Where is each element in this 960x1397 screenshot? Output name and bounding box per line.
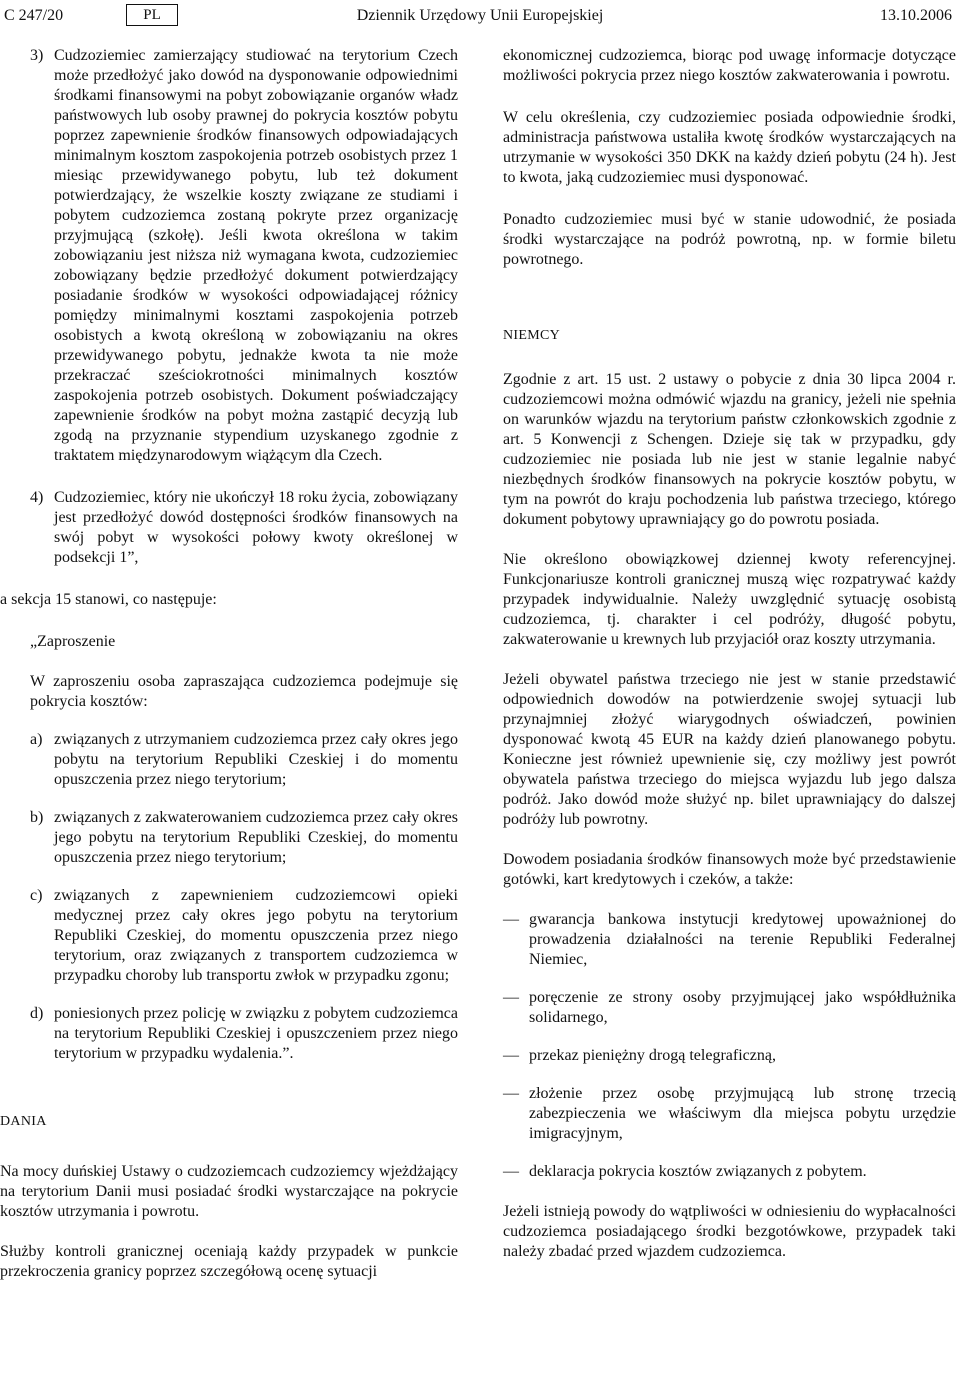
zaproszenie-title: „Zaproszenie	[30, 633, 116, 650]
item-label: a)	[30, 731, 43, 748]
dash-text: przekaz pieniężny drogą telegraficzną,	[529, 1047, 776, 1064]
item-label: 3)	[30, 47, 44, 64]
list-item-a	[30, 730, 458, 790]
dania-paragraph-1: Na mocy duńskiej Ustawy o cudzoziemcach cudzoziemcy wjeżdżający na terytorium Danii musi posiadać środki wystarczające na pokrycie kosztów utrzymania i powrotu.	[0, 1163, 458, 1220]
dash-text: poręczenie ze strony osoby przyjmującej jako współdłużnika solidarnego,	[529, 989, 956, 1026]
dash-item-5	[503, 1162, 956, 1182]
dash-label: —	[503, 1085, 519, 1102]
niemcy-paragraph-2: Nie określono obowiązkowej dziennej kwoty referencyjnej. Funkcjonariusze kontroli granicznej muszą więc rozpatrywać każdy przypadek indywidualnie. Należy uwzględnić sytuację osobistą cudzoziemca, tj. charakter i cel podróży, długość pobytu, zakwaterowanie u krewnych lub przyjaciół oraz koszty utrzymania.	[503, 551, 956, 648]
return-ticket-paragraph: Ponadto cudzoziemiec musi być w stanie udowodnić, że posiada środki wystarczające na podróż powrotną, np. w formie biletu powrotnego.	[503, 211, 956, 268]
item-text: Cudzoziemiec, który nie ukończył 18 roku życia, zobowiązany jest przedłożyć dowód dostępności środków finansowych na swój pobyt w wysokości połowy kwoty określonej w podsekcji 1”,	[54, 489, 458, 566]
dash-item-2	[503, 988, 956, 1028]
list-item-c	[30, 886, 458, 986]
dash-item-1	[503, 910, 956, 970]
journal-title: Dziennik Urzędowy Unii Europejskiej	[356, 7, 604, 24]
section-15-intro: a sekcja 15 stanowi, co następuje:	[0, 591, 217, 608]
niemcy-paragraph-3: Jeżeli obywatel państwa trzeciego nie jest w stanie przedstawić odpowiednich dowodów na potwierdzenie swojej sytuacji lub przynajmniej złożyć wiarygodnych oświadczeń, powinien dysponować kwotą 45 EUR na każdy dzień planowanego pobytu. Konieczne jest również upewnienie się, czy możliwy jest powrót obywatela państwa trzeciego do miejsca wyjazdu lub jego dalsza podróż. Jako dowód może służyć np. bilet uprawniający do dalszej podróży lub powrotny.	[503, 671, 956, 828]
item-label: c)	[30, 887, 43, 904]
dania-paragraph-2: Służby kontroli granicznej oceniają każdy przypadek w punkcie przekroczenia granicy poprzez szczegółową ocenę sytuacji	[0, 1243, 458, 1280]
dash-label: —	[503, 989, 519, 1006]
item-label: 4)	[30, 489, 44, 506]
item-text: związanych z zapewnieniem cudzoziemcowi opieki medycznej przez cały okres jego pobytu na terytorium Republiki Czeskiej, do momentu opuszczenia przez niego terytorium, oraz związanych z transportem cudzoziemca w przypadku choroby lub transportu zwłok w przypadku zgonu;	[54, 887, 458, 984]
dash-text: gwarancja bankowa instytucji kredytowej upoważnionej do prowadzenia działalności na terenie Republiki Federalnej Niemiec,	[529, 911, 956, 968]
right-column	[503, 46, 956, 1262]
dash-text: deklaracja pokrycia kosztów związanych z pobytem.	[529, 1163, 867, 1180]
list-item-d	[30, 1004, 458, 1064]
item-text: poniesionych przez policję w związku z pobytem cudzoziemca na terytorium Republiki Czeskiej i opuszczeniem przez niego terytorium w przypadku wydalenia.”.	[54, 1005, 458, 1062]
item-text: związanych z utrzymaniem cudzoziemca przez cały okres jego pobytu na terytorium Republiki Czeskiej i do momentu opuszczenia przez niego terytorium;	[54, 731, 458, 788]
list-item-b	[30, 808, 458, 868]
publication-date: 13.10.2006	[880, 7, 952, 24]
dash-item-4	[503, 1084, 956, 1144]
dash-item-3	[503, 1046, 956, 1066]
dash-label: —	[503, 911, 519, 928]
country-heading-niemcy: NIEMCY	[503, 328, 561, 343]
left-column	[0, 46, 458, 1282]
dash-label: —	[503, 1047, 519, 1064]
dash-text: złożenie przez osobę przyjmującą lub stronę trzecią zabezpieczenia we właściwym dla miejsca pobytu urzędzie imigracyjnym,	[529, 1085, 956, 1142]
item-label: b)	[30, 809, 44, 826]
item-label: d)	[30, 1005, 44, 1022]
proof-paragraph: Dowodem posiadania środków finansowych może być przedstawienie gotówki, kart kredytowych i czeków, a także:	[503, 851, 956, 888]
zaproszenie-intro: W zaproszeniu osoba zapraszająca cudzoziemca podejmuje się pokrycia kosztów:	[30, 673, 458, 710]
page-header	[0, 0, 960, 32]
numbered-item-4	[30, 488, 458, 568]
dkk-paragraph: W celu określenia, czy cudzoziemiec posiada odpowiednie środki, administracja państwowa ustaliła kwotę środków wystarczających na utrzymanie w wysokości 350 DKK na każdy dzień pobytu (24 h). Jest to kwota, jaką cudzoziemiec musi dysponować.	[503, 109, 956, 186]
page-reference: C 247/20	[4, 7, 64, 24]
numbered-item-3	[30, 46, 458, 466]
dash-label: —	[503, 1163, 519, 1180]
language-code-box: PL	[126, 4, 178, 26]
niemcy-paragraph-1: Zgodnie z art. 15 ust. 2 ustawy o pobycie z dnia 30 lipca 2004 r. cudzoziemcowi można odmówić wjazdu na granicy, jeżeli nie spełnia on warunków wjazdu na terytorium państw członkowskich zgodnie z art. 5 Konwencji z Schengen. Dzieje się tak w przypadku, gdy cudzoziemiec nie posiada lub nie jest w stanie legalnie nabyć niezbędnych środków finansowych na pokrycie kosztów pobytu, w tym na powrót do kraju pochodzenia lub państwa trzeciego, którego dokument pobytowy uprawniający go do powrotu posiada.	[503, 371, 956, 528]
item-text: związanych z zakwaterowaniem cudzoziemca przez cały okres jego pobytu na terytorium Republiki Czeskiej, do momentu opuszczenia przez niego terytorium;	[54, 809, 458, 866]
continued-paragraph: ekonomicznej cudzoziemca, biorąc pod uwagę informacje dotyczące możliwości pokrycia przez niego kosztów zakwaterowania i powrotu.	[503, 47, 956, 84]
country-heading-dania: DANIA	[0, 1114, 47, 1129]
item-text: Cudzoziemiec zamierzający studiować na terytorium Czech może przedłożyć jako dowód na dysponowanie odpowiednimi środkami finansowymi na pobyt zobowiązanie organów władz państwowych lub osoby prawnej do pokrycia kosztów pobytu poprzez zapewnienie środków finansowych odpowiadających minimalnym kosztom zaspokojenia potrzeb osobistych przez 1 miesiąc przewidywanego pobytu, lub też dokument potwierdzający, że wszelkie koszty związane ze studiami i pobytem cudzoziemca zostaną pokryte przez organizację przyjmującą (szkołę). Jeśli kwota określona w takim zobowiązaniu jest niższa niż wymagana kwota, cudzoziemiec zobowiązany będzie przedłożyć dokument potwierdzający posiadanie środków w wysokości odpowiadającej różnicy pomiędzy minimalnymi kosztami zaspokojenia potrzeb osobistych a kwotą określoną w zobowiązaniu na okres przewidywanego pobytu, jednakże kwota ta nie może przekraczać sześciokrotności minimalnych kosztów zaspokojenia potrzeb osobistych. Dokument poświadczający zapewnienie środków na pobyt można zastąpić decyzją lub zgodą na przyznanie stypendium uzyskanego zgodnie z traktatem międzynarodowym wiążącym dla Czech.	[54, 47, 458, 464]
final-paragraph: Jeżeli istnieją powody do wątpliwości w odniesieniu do wypłacalności cudzoziemca posiadającego środki bezgotówkowe, przypadek taki należy zbadać przed wjazdem cudzoziemca.	[503, 1203, 956, 1260]
